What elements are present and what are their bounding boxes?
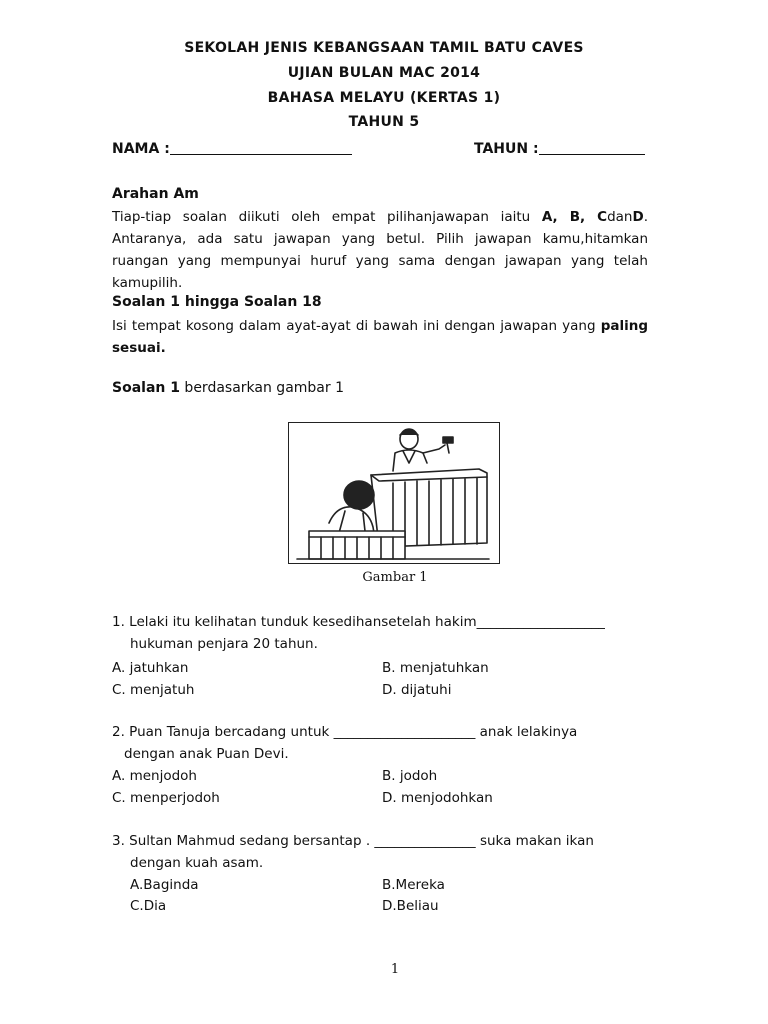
question-1-text-cont: hukuman penjara 20 tahun. <box>130 636 318 652</box>
school-name: SEKOLAH JENIS KEBANGSAAN TAMIL BATU CAVES <box>184 40 584 56</box>
q1-option-c[interactable]: C. menjatuh <box>112 682 195 698</box>
q2-option-b[interactable]: B. jodoh <box>382 768 438 784</box>
name-label: NAMA : <box>112 141 170 157</box>
q2-option-c[interactable]: C. menperjodoh <box>112 790 220 806</box>
q3-option-d[interactable]: D.Beliau <box>382 898 439 914</box>
figure-intro: Soalan 1 berdasarkan gambar 1 <box>112 380 344 396</box>
q1-option-d[interactable]: D. dijatuhi <box>382 682 452 698</box>
figure-caption: Gambar 1 <box>362 570 428 585</box>
q2-option-d[interactable]: D. menjodohkan <box>382 790 493 806</box>
question-3-text: 3. Sultan Mahmud sedang bersantap . _______________ suka makan ikan <box>112 833 594 849</box>
question-1-text: 1. Lelaki itu kelihatan tunduk kesedihansetelah hakim___________________ <box>112 614 605 630</box>
question-2-text-cont: dengan anak Puan Devi. <box>124 746 289 762</box>
question-2-text: 2. Puan Tanuja bercadang untuk _____________________ anak lelakinya <box>112 724 578 740</box>
name-field[interactable] <box>112 140 352 157</box>
choice-letters: A, B, C <box>541 209 608 225</box>
section-title: Soalan 1 hingga Soalan 18 <box>112 294 322 310</box>
page-number: 1 <box>390 962 400 977</box>
courtroom-figure <box>288 422 500 564</box>
year-label: TAHUN : <box>474 141 539 157</box>
year-title: TAHUN 5 <box>348 114 420 130</box>
q1-option-b[interactable]: B. menjatuhkan <box>382 660 489 676</box>
q2-option-a[interactable]: A. menjodoh <box>112 768 197 784</box>
subject-title: BAHASA MELAYU (KERTAS 1) <box>267 90 501 106</box>
courtroom-illustration <box>289 423 498 562</box>
section-instructions: Isi tempat kosong dalam ayat-ayat di bawah ini dengan jawapan yang paling sesuai. <box>112 318 648 356</box>
q1-option-a[interactable]: A. jatuhkan <box>112 660 189 676</box>
year-blank[interactable] <box>539 140 645 155</box>
exam-title: UJIAN BULAN MAC 2014 <box>287 65 481 81</box>
q3-option-a[interactable]: A.Baginda <box>130 877 199 893</box>
question-3-text-cont: dengan kuah asam. <box>130 855 264 871</box>
q3-option-c[interactable]: C.Dia <box>130 898 167 914</box>
section-emphasis: paling sesuai. <box>112 318 648 356</box>
q3-option-b[interactable]: B.Mereka <box>382 877 445 893</box>
instructions-title: Arahan Am <box>112 186 199 202</box>
name-blank[interactable] <box>170 140 352 155</box>
instructions-text: Tiap-tiap soalan diikuti oleh empat pilihanjawapan iaitu A, B, CdanD. Antaranya, ada satu jawapan yang betul. Pilih jawapan kamu,hitamkan ruangan yang mempunyai huruf yang sama dengan jawapan yang telah kamupilih. <box>112 209 648 291</box>
year-field[interactable] <box>474 140 645 157</box>
